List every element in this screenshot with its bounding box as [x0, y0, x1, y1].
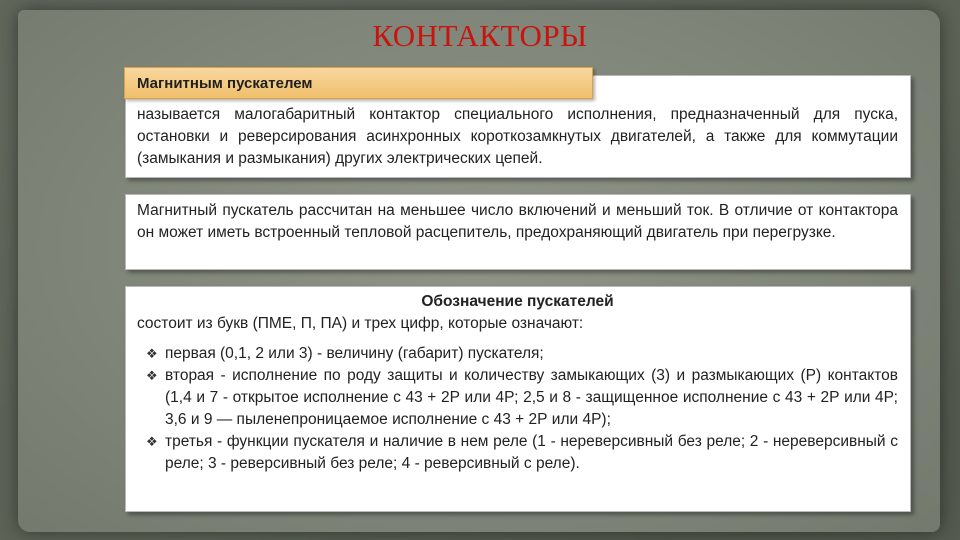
diamond-bullet-icon: ❖ [146, 346, 158, 361]
diamond-bullet-icon: ❖ [146, 368, 158, 383]
list-item [137, 365, 898, 431]
note-box [125, 194, 911, 270]
list-item-text: третья - функции пускателя и наличие в нем реле (1 - нереверсивный без реле; 2 - нереверсивный с реле; 3 - реверсивный без реле; 4 - реверсивный с реле). [165, 433, 898, 472]
list-item [137, 431, 898, 475]
designation-heading: Обозначение пускателей [421, 293, 614, 310]
list-item [137, 343, 898, 365]
designation-intro: состоит из букв (ПМЕ, П, ПА) и трех цифр, которые означают: [137, 315, 584, 332]
note-text: Магнитный пускатель рассчитан на меньшее число включений и меньший ток. В отличие от контактора он может иметь встроенный тепловой расцепитель, предохраняющий двигатель при перегрузке. [137, 202, 898, 241]
definition-label: Магнитным пускателем [124, 67, 593, 99]
designation-box [125, 286, 911, 512]
definition-text: называется малогабаритный контактор специального исполнения, предназначенный для пуска, остановки и реверсирования асинхронных короткозамкнутых двигателей, а также для коммутации (замыкания и размыкания) других электрических цепей. [137, 106, 898, 167]
list-item-text: вторая - исполнение по роду защиты и количеству замыкающих (3) и размыкающих (Р) контактов (1,4 и 7 - открытое исполнение с 43 + 2Р или 4Р; 2,5 и 8 - защищенное исполнение с 43 + 2Р или 4Р; 3,6 и 9 — пыленепроницаемое исполнение с 43 + 2Р или 4Р); [165, 367, 898, 428]
slide-title: КОНТАКТОРЫ [372, 18, 588, 53]
diamond-bullet-icon: ❖ [146, 434, 158, 449]
list-item-text: первая (0,1, 2 или 3) - величину (габарит) пускателя; [165, 345, 544, 362]
designation-list [137, 343, 898, 475]
